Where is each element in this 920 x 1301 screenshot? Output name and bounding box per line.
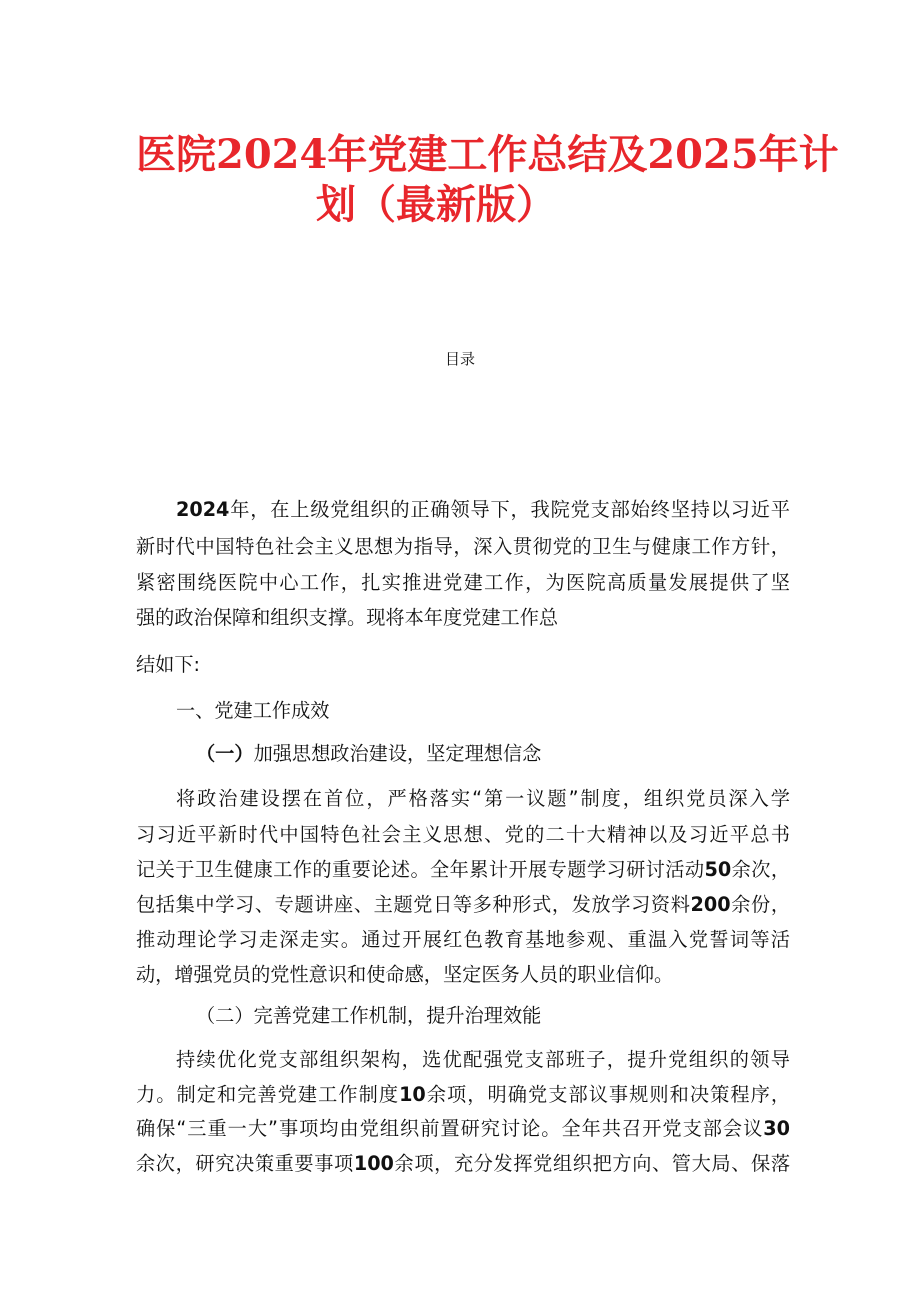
- sub-1-line-1: [136, 784, 790, 814]
- section-1-heading: 一、党建工作成效: [176, 699, 330, 722]
- sub-2-line-4: [136, 1149, 790, 1179]
- sub-1-line-3: [136, 855, 790, 885]
- sub-1-stat-50: 50: [704, 858, 732, 881]
- intro-line-5: 结如下:: [136, 653, 201, 676]
- sub-1-line-1-text: 将政治建设摆在首位，严格落实“第一议题”制度，组织党员深入学: [176, 787, 790, 810]
- sub-1-number: （一）: [196, 742, 254, 765]
- sub-1-line-5: 推动理论学习走深走实。通过开展红色教育基地参观、重温入党誓词等活: [136, 928, 790, 951]
- sub-2-line-2: [136, 1080, 790, 1110]
- sub-1-stat-200: 200: [690, 893, 731, 916]
- intro-line-1-text: 年，在上级党组织的正确领导下，我院党支部始终坚持以习近平: [229, 498, 790, 521]
- sub-2-line-3-text-a: 确保“三重一大”事项均由党组织前置研究讨论。全年共召开党支部会议: [136, 1117, 764, 1140]
- sub-1-heading: [196, 739, 541, 769]
- sub-2-line-4-text-a: 余次，研究决策重要事项: [136, 1152, 354, 1175]
- sub-2-line-1-text: 持续优化党支部组织架构，选优配强党支部班子，提升党组织的领导: [176, 1048, 790, 1071]
- intro-line-4: 强的政治保障和组织支撑。现将本年度党建工作总: [136, 606, 559, 629]
- sub-1-heading-text: 加强思想政治建设，坚定理想信念: [253, 742, 542, 765]
- sub-1-line-6: 动，增强党员的党性意识和使命感，坚定医务人员的职业信仰。: [136, 963, 674, 986]
- sub-1-line-4: [136, 890, 790, 920]
- sub-1-line-4-text-b: 余份，: [730, 893, 791, 916]
- sub-2-stat-30: 30: [763, 1117, 790, 1140]
- sub-2-stat-10: 10: [399, 1083, 426, 1106]
- sub-2-line-4-text-b: 余项，充分发挥党组织把方向、管大局、保落: [393, 1152, 791, 1175]
- intro-line-3: 紧密围绕医院中心工作，扎实推进党建工作，为医院高质量发展提供了坚: [136, 571, 790, 594]
- sub-2-line-3: [136, 1114, 790, 1144]
- document-title-line-1: 医院2024年党建工作总结及2025年计: [136, 131, 839, 178]
- sub-1-line-3-text-a: 记关于卫生健康工作的重要论述。全年累计开展专题学习研讨活动: [136, 858, 705, 881]
- intro-line-2: 新时代中国特色社会主义思想为指导，深入贯彻党的卫生与健康工作方针，: [136, 535, 790, 558]
- intro-year: 2024: [176, 498, 230, 521]
- sub-1-line-2: 习习近平新时代中国特色社会主义思想、党的二十大精神以及习近平总书: [136, 823, 790, 846]
- sub-2-heading: （二）完善党建工作机制，提升治理效能: [196, 1004, 542, 1027]
- document-title-line-2: 划（最新版）: [316, 181, 556, 228]
- sub-2-stat-100: 100: [353, 1152, 394, 1175]
- sub-2-line-1: [136, 1045, 790, 1075]
- sub-1-line-3-text-b: 余次，: [731, 858, 791, 881]
- sub-1-line-4-text-a: 包括集中学习、专题讲座、主题党日等多种形式，发放学习资料: [136, 893, 691, 916]
- intro-line-1: [136, 495, 790, 525]
- sub-2-line-2-text-a: 力。制定和完善党建工作制度: [136, 1083, 400, 1106]
- sub-2-line-2-text-b: 余项，明确党支部议事规则和决策程序，: [425, 1083, 791, 1106]
- toc-label[interactable]: 目录: [444, 350, 475, 368]
